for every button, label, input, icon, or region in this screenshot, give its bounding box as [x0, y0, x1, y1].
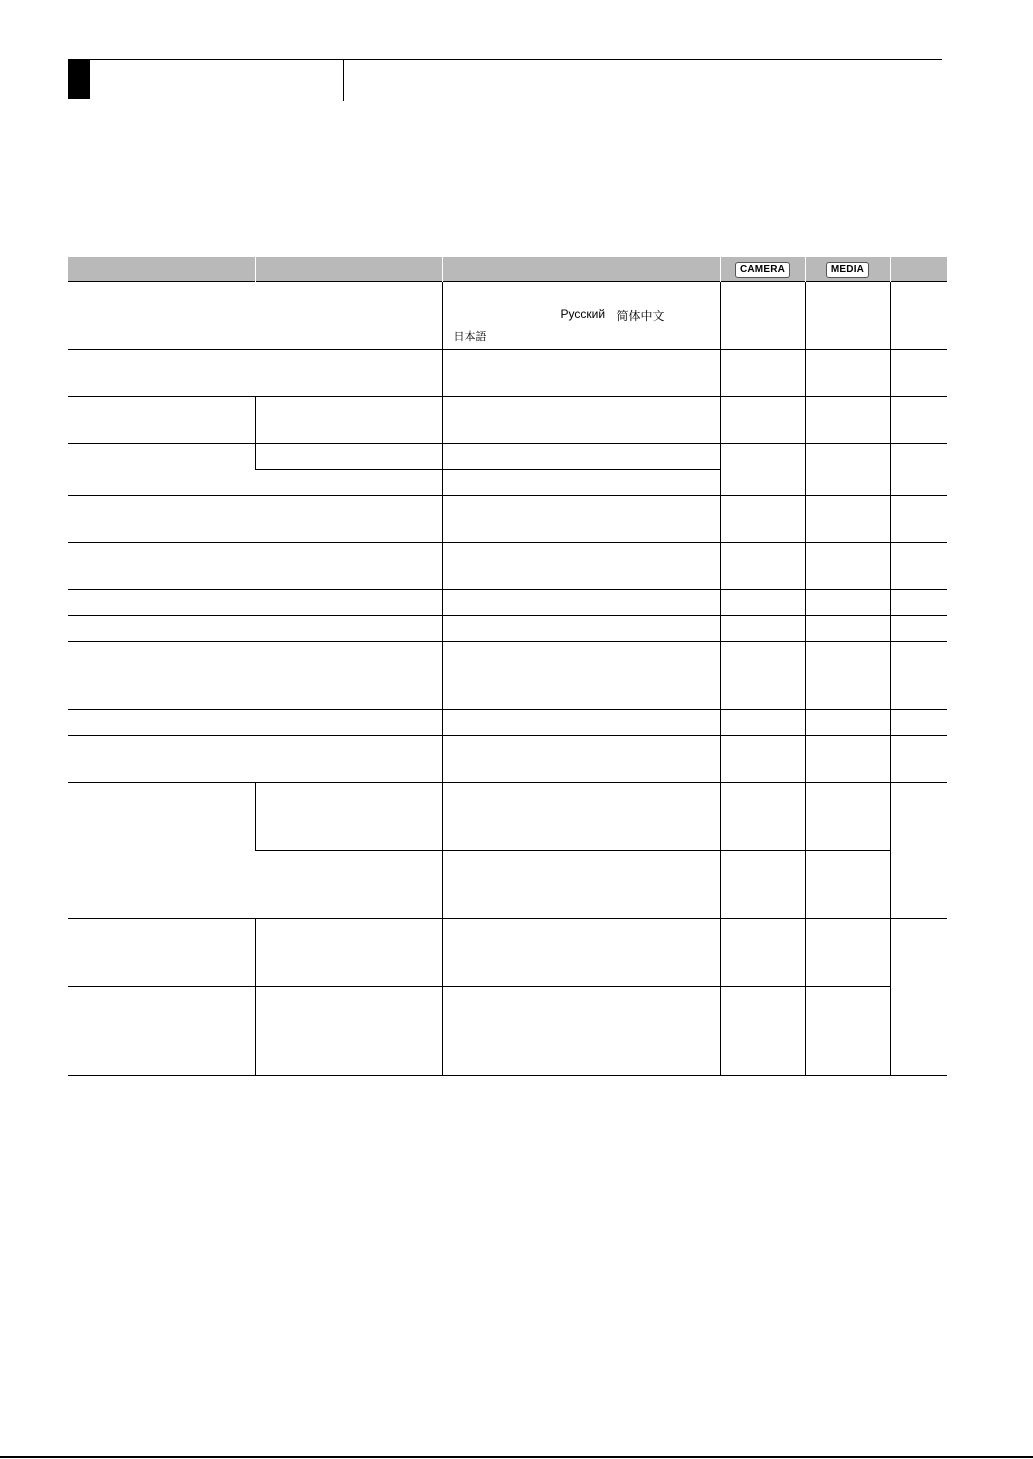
table-row [68, 710, 947, 736]
table-cell [805, 350, 890, 397]
table-row [68, 444, 947, 470]
table-cell [68, 987, 255, 1076]
table-cell [805, 919, 890, 987]
table-cell [442, 642, 720, 710]
camera-mode-badge: CAMERA [735, 262, 790, 278]
table-cell [890, 736, 947, 783]
table-cell [805, 282, 890, 350]
table-cell [442, 543, 720, 590]
table-row [68, 987, 947, 1076]
table-cell [255, 851, 442, 919]
table-cell [442, 616, 720, 642]
table-cell [890, 397, 947, 444]
table-cell [805, 851, 890, 919]
table-header-row [68, 257, 947, 282]
table-cell [68, 496, 442, 543]
table-cell [720, 397, 805, 444]
table-cell [68, 736, 442, 783]
table-cell [720, 282, 805, 350]
header-divider [343, 59, 344, 101]
table-cell [890, 282, 947, 350]
table-cell [442, 444, 720, 470]
table-cell [890, 919, 947, 1076]
table-cell [68, 397, 255, 444]
section-tab-marker [68, 59, 90, 99]
table-cell [890, 496, 947, 543]
table-cell [720, 590, 805, 616]
table-cell [68, 783, 255, 919]
media-mode-badge: MEDIA [826, 262, 869, 278]
table-cell [255, 987, 442, 1076]
header-cell-page [890, 257, 947, 282]
table-cell [442, 919, 720, 987]
table-cell [805, 783, 890, 851]
table-cell [720, 919, 805, 987]
table-cell [805, 590, 890, 616]
table-cell [68, 350, 442, 397]
header-rule [68, 59, 942, 60]
header-cell-options [442, 257, 720, 282]
table-cell [890, 642, 947, 710]
table-cell [68, 919, 255, 987]
table-cell [805, 642, 890, 710]
page-bottom-rule [0, 1456, 1033, 1458]
table-cell [442, 783, 720, 851]
table-row [68, 783, 947, 851]
table-row [68, 616, 947, 642]
table-row [68, 543, 947, 590]
table-cell [720, 783, 805, 851]
table-cell [442, 496, 720, 543]
table-cell [720, 710, 805, 736]
table-row [68, 496, 947, 543]
table-cell [805, 444, 890, 496]
table-cell [890, 783, 947, 919]
table-cell [805, 496, 890, 543]
table-cell [442, 350, 720, 397]
table-cell [442, 590, 720, 616]
table-cell [890, 543, 947, 590]
table-cell [442, 470, 720, 496]
table-cell [805, 710, 890, 736]
table-cell [68, 444, 255, 496]
table-cell [720, 642, 805, 710]
table-cell [68, 282, 442, 350]
table-cell [805, 397, 890, 444]
table-cell [720, 987, 805, 1076]
language-russian: Русский [560, 307, 606, 321]
table-row [68, 919, 947, 987]
table-cell [442, 851, 720, 919]
page-header [0, 0, 1033, 110]
table-cell [805, 736, 890, 783]
table-row [68, 350, 947, 397]
table-cell [255, 444, 442, 470]
table-cell [805, 616, 890, 642]
table-row [68, 282, 947, 350]
table-cell [442, 987, 720, 1076]
settings-table [68, 257, 947, 1076]
header-cell-camera [720, 257, 805, 282]
table-row [68, 736, 947, 783]
table-cell [720, 616, 805, 642]
table-cell [68, 616, 442, 642]
table-cell [890, 710, 947, 736]
table-row [68, 590, 947, 616]
table-cell [720, 543, 805, 590]
table-cell [890, 350, 947, 397]
table-cell [255, 397, 442, 444]
table-cell [442, 710, 720, 736]
table-cell [68, 590, 442, 616]
table-cell [890, 616, 947, 642]
table-cell [442, 736, 720, 783]
header-cell-media [805, 257, 890, 282]
table-cell [805, 987, 890, 1076]
table-cell [68, 710, 442, 736]
table-cell [720, 444, 805, 496]
table-cell [68, 642, 442, 710]
table-cell [720, 736, 805, 783]
language-japanese: 日本語 [453, 331, 487, 343]
table-cell [442, 397, 720, 444]
table-cell [255, 919, 442, 987]
language-chinese: 简体中文 [616, 309, 665, 323]
table-row [68, 642, 947, 710]
table-cell [255, 783, 442, 851]
header-cell-menu-item [68, 257, 255, 282]
table-cell [890, 590, 947, 616]
header-cell-sub-item [255, 257, 442, 282]
table-row [68, 397, 947, 444]
table-cell [720, 350, 805, 397]
table-cell [68, 543, 442, 590]
table-cell [720, 851, 805, 919]
language-options-cell [442, 282, 720, 350]
table-cell [720, 496, 805, 543]
table-cell [805, 543, 890, 590]
table-cell [890, 444, 947, 496]
table-cell [255, 470, 442, 496]
